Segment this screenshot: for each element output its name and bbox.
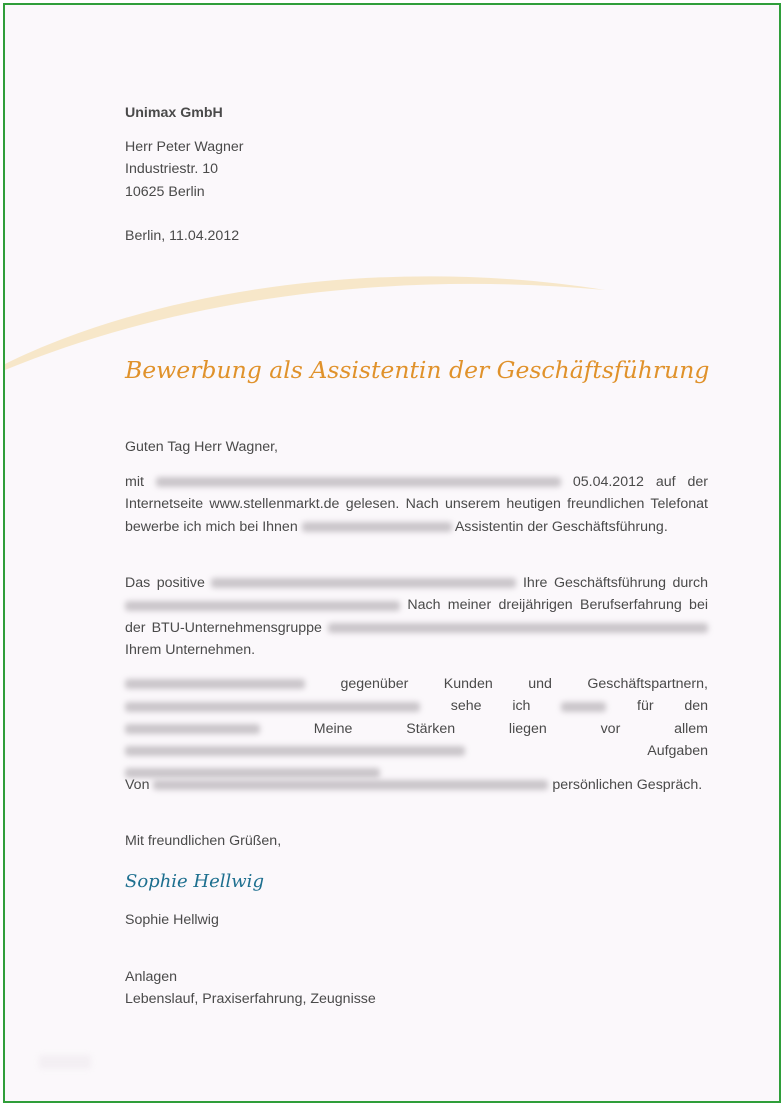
- text-segment: Meine Stärken liegen vor allem: [313, 720, 708, 737]
- text-segment: Von: [125, 777, 150, 793]
- text-segment: persönlichen Gespräch.: [552, 777, 703, 793]
- attachments: [125, 966, 376, 1011]
- text-segment: Assistentin der Geschäftsführung.: [454, 518, 668, 535]
- text-segment: für den: [637, 698, 709, 715]
- text-segment: Aufgaben: [647, 742, 708, 759]
- handwritten-signature: Sophie Hellwig: [125, 871, 264, 892]
- attachments-label: Anlagen: [125, 969, 178, 985]
- recipient-name: Herr Peter Wagner: [125, 139, 244, 155]
- text-segment: 05.04.2012 auf der Internetseite www.stellenmarkt.de gelesen. Nach unserem heutigen freundlichen Telefonat bewerbe ich mich bei Ihnen: [125, 474, 709, 535]
- letter-date: Berlin, 11.04.2012: [125, 228, 240, 244]
- redacted-text: [153, 780, 548, 790]
- redacted-text: [561, 702, 606, 712]
- letter-subject: Bewerbung als Assistentin der Geschäftsführung: [125, 356, 710, 384]
- redacted-text: [125, 601, 400, 611]
- redacted-text: [125, 702, 420, 712]
- attachments-list: Lebenslauf, Praxiserfahrung, Zeugnisse: [125, 991, 376, 1008]
- letter-page: [3, 3, 781, 1103]
- body-paragraph-1: [125, 471, 708, 538]
- text-segment: mit: [125, 474, 144, 490]
- decorative-swoosh: [5, 260, 625, 370]
- redacted-text: [302, 522, 452, 532]
- signature-name: Sophie Hellwig: [125, 912, 219, 928]
- text-segment: Nach meiner dreijährigen Berufserfahrung bei der BTU-Unternehmensgruppe: [125, 597, 708, 636]
- body-paragraph-4: [125, 774, 708, 796]
- redacted-text: [125, 724, 260, 734]
- redacted-text: [328, 623, 708, 633]
- closing-text: Mit freundlichen Grüßen,: [125, 833, 282, 849]
- letter-greeting: Guten Tag Herr Wagner,: [125, 439, 278, 455]
- redacted-text: [211, 578, 516, 588]
- body-paragraph-2: [125, 572, 708, 661]
- body-paragraph-3: [125, 673, 708, 784]
- redacted-text: [125, 746, 465, 756]
- text-segment: Das positive: [125, 575, 205, 591]
- redacted-text: [156, 477, 561, 487]
- redacted-text: [125, 679, 305, 689]
- text-segment: Ihre Geschäftsführung durch: [522, 575, 708, 591]
- sender-company: Unimax GmbH: [125, 105, 223, 121]
- recipient-street: Industriestr. 10: [125, 161, 219, 178]
- watermark: [39, 1055, 91, 1069]
- text-segment: gegenüber Kunden und Geschäftspartnern,: [340, 676, 708, 692]
- letter-closing: [125, 830, 281, 852]
- text-segment: sehe ich: [450, 698, 531, 715]
- recipient-address: [125, 136, 244, 203]
- recipient-city: 10625 Berlin: [125, 183, 205, 200]
- text-segment: Ihrem Unternehmen.: [125, 641, 256, 658]
